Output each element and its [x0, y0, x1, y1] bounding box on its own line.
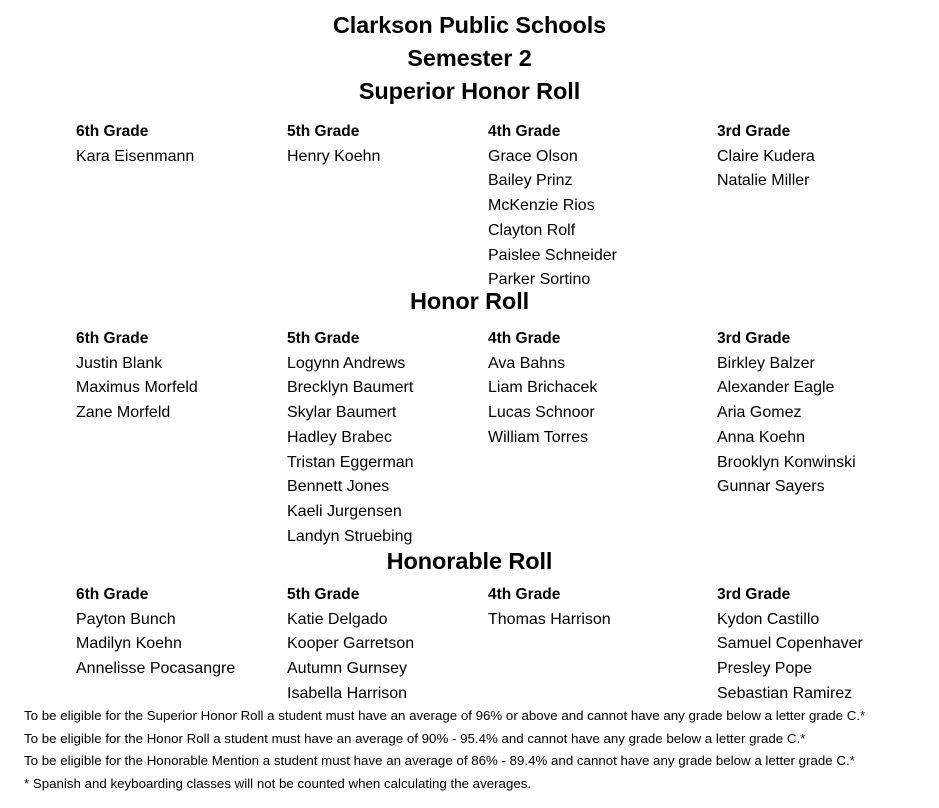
page-title-superior-honor-roll: Superior Honor Roll [358, 78, 581, 104]
grade-label: 5th Grade [287, 330, 360, 347]
footnote-excluded-classes: * Spanish and keyboarding classes will not be counted when calculating the averages. [24, 775, 532, 791]
student-list [287, 145, 482, 170]
student-name: Tristan Eggerman [287, 453, 414, 471]
student-name: Landyn Struebing [287, 527, 413, 545]
student-name: Anna Koehn [717, 428, 806, 446]
footnote-superior-honor-roll: To be eligible for the Superior Honor Roll a student must have an average of 96% or above and cannot have any grade below a letter grade C.* [24, 708, 866, 723]
student-name: Hadley Brabec [287, 428, 392, 446]
student-name: Madilyn Koehn [76, 635, 182, 653]
student-name: Thomas Harrison [488, 610, 611, 628]
grade-column-3rd [717, 327, 932, 500]
student-name: Bailey Prinz [488, 172, 573, 190]
student-name: Lucas Schnoor [488, 404, 595, 422]
footnote-honor-roll: To be eligible for the Honor Roll a student must have an average of 90% - 95.4% and cannot have any grade below a letter grade C.* [24, 730, 806, 746]
student-list [76, 145, 281, 170]
student-name: Zane Morfeld [76, 404, 171, 422]
student-name: Katie Delgado [287, 610, 388, 628]
student-list [488, 145, 708, 293]
student-list [488, 608, 708, 633]
student-name: Autumn Gurnsey [287, 660, 408, 678]
student-name: Claire Kudera [717, 147, 815, 165]
student-name: Presley Pope [717, 660, 813, 678]
student-name: Gunnar Sayers [717, 478, 825, 496]
student-name: Grace Olson [488, 147, 578, 165]
student-list [76, 352, 281, 426]
grade-label: 3rd Grade [717, 123, 791, 140]
student-list [287, 608, 482, 707]
student-name: Isabella Harrison [287, 684, 408, 702]
student-name: Skylar Baumert [287, 404, 397, 422]
student-name: Samuel Copenhaver [717, 635, 863, 653]
student-name: Aria Gomez [717, 404, 802, 422]
honorable-roll-columns [0, 583, 939, 703]
student-name: Liam Brichacek [488, 379, 598, 397]
grade-label: 6th Grade [76, 123, 149, 140]
document-title-block [0, 0, 939, 108]
page-title-school: Clarkson Public Schools [332, 12, 607, 38]
student-name: Ava Bahns [488, 354, 566, 372]
superior-honor-roll-columns [0, 120, 939, 289]
grade-column-3rd [717, 583, 932, 707]
student-name: Kydon Castillo [717, 610, 820, 628]
student-name: Brecklyn Baumert [287, 379, 414, 397]
student-name: Kaeli Jurgensen [287, 502, 402, 520]
student-name: Paislee Schneider [488, 246, 617, 264]
grade-label: 4th Grade [488, 330, 561, 347]
student-name: Parker Sortino [488, 271, 591, 289]
student-name: Natalie Miller [717, 172, 810, 190]
grade-label: 6th Grade [76, 586, 149, 603]
student-name: Bennett Jones [287, 478, 390, 496]
student-name: Clayton Rolf [488, 221, 576, 239]
grade-label: 6th Grade [76, 330, 149, 347]
eligibility-footnotes [24, 705, 929, 795]
student-name: Alexander Eagle [717, 379, 835, 397]
grade-column-5th [287, 120, 482, 169]
grade-label: 5th Grade [287, 123, 360, 140]
student-name: Logynn Andrews [287, 354, 406, 372]
student-list [76, 608, 281, 682]
student-name: Annelisse Pocasangre [76, 660, 236, 678]
student-name: Sebastian Ramirez [717, 684, 853, 702]
student-list [717, 145, 932, 194]
student-name: Kooper Garretson [287, 635, 415, 653]
student-list [717, 352, 932, 500]
student-name: Brooklyn Konwinski [717, 453, 856, 471]
grade-column-4th [488, 327, 708, 451]
student-name: Henry Koehn [287, 147, 381, 165]
page-title-semester: Semester 2 [407, 45, 532, 71]
grade-label: 5th Grade [287, 586, 360, 603]
student-list [717, 608, 932, 707]
grade-column-5th [287, 327, 482, 549]
grade-column-4th [488, 583, 708, 632]
student-list [488, 352, 708, 451]
section-heading-honor-roll: Honor Roll [409, 288, 530, 314]
grade-column-6th [76, 583, 281, 682]
student-name: McKenzie Rios [488, 197, 595, 215]
student-name: Justin Blank [76, 354, 163, 372]
grade-label: 3rd Grade [717, 330, 791, 347]
grade-label: 4th Grade [488, 123, 561, 140]
section-heading-honorable-roll: Honorable Roll [386, 548, 553, 574]
grade-column-6th [76, 327, 281, 426]
grade-column-6th [76, 120, 281, 169]
grade-label: 4th Grade [488, 586, 561, 603]
grade-label: 3rd Grade [717, 586, 791, 603]
footnote-honorable-mention: To be eligible for the Honorable Mention a student must have an average of 86% - 89.4% and cannot have any grade below a letter grade C.* [24, 753, 855, 768]
student-name: Kara Eisenmann [76, 147, 195, 165]
grade-column-5th [287, 583, 482, 707]
grade-column-4th [488, 120, 708, 293]
student-name: Payton Bunch [76, 610, 176, 628]
student-list [287, 352, 482, 550]
grade-column-3rd [717, 120, 932, 194]
student-name: Maximus Morfeld [76, 379, 198, 397]
student-name: Birkley Balzer [717, 354, 815, 372]
honor-roll-columns [0, 327, 939, 545]
student-name: William Torres [488, 428, 589, 446]
